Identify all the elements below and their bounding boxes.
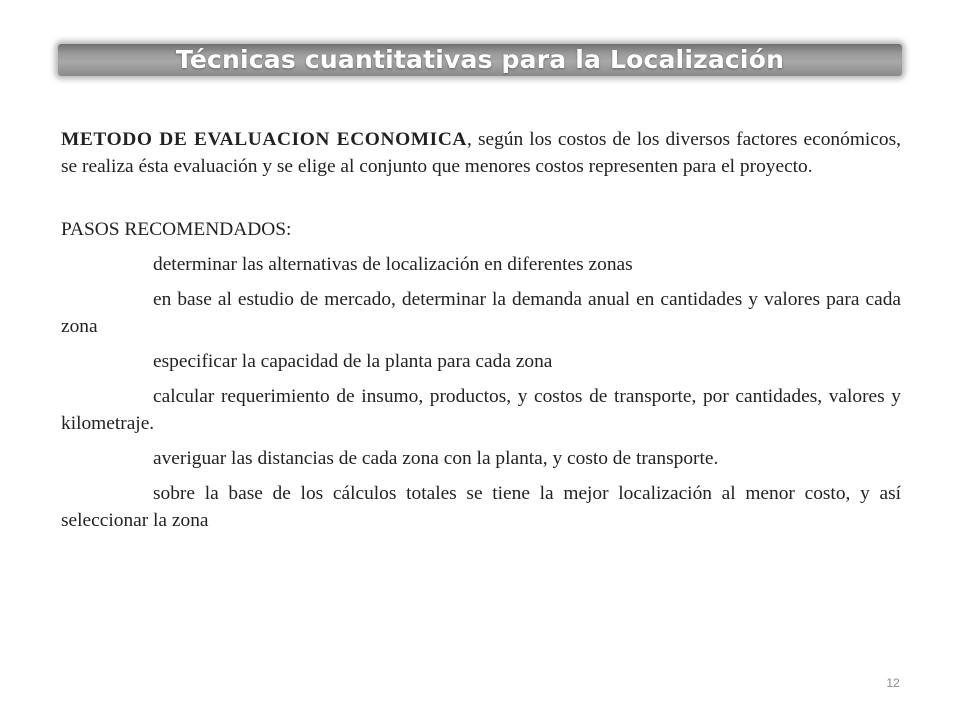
title-bar xyxy=(58,44,902,76)
page-number: 12 xyxy=(886,676,900,690)
step-item: calcular requerimiento de insumo, productos, y costos de transporte, por cantidades, valores y kilometraje. xyxy=(61,386,901,434)
steps-list xyxy=(61,251,901,534)
steps-heading: PASOS RECOMENDADOS: xyxy=(61,219,292,240)
step-item: determinar las alternativas de localización en diferentes zonas xyxy=(153,254,633,275)
intro-paragraph xyxy=(61,126,901,180)
step-item: averiguar las distancias de cada zona con la planta, y costo de transporte. xyxy=(153,448,719,469)
step-item: sobre la base de los cálculos totales se tiene la mejor localización al menor costo, y así seleccionar la zona xyxy=(61,483,901,531)
slide-content xyxy=(61,126,901,534)
step-item: en base al estudio de mercado, determinar la demanda anual en cantidades y valores para cada zona xyxy=(61,289,901,337)
intro-text: , según los costos de los diversos factores económicos, se realiza ésta evaluación y se elige al conjunto que menores costos representen para el proyecto. xyxy=(61,129,901,177)
slide-title: Técnicas cuantitativas para la Localización xyxy=(175,45,785,74)
intro-heading: METODO DE EVALUACION ECONOMICA xyxy=(61,129,468,150)
step-item: especificar la capacidad de la planta para cada zona xyxy=(153,351,553,372)
